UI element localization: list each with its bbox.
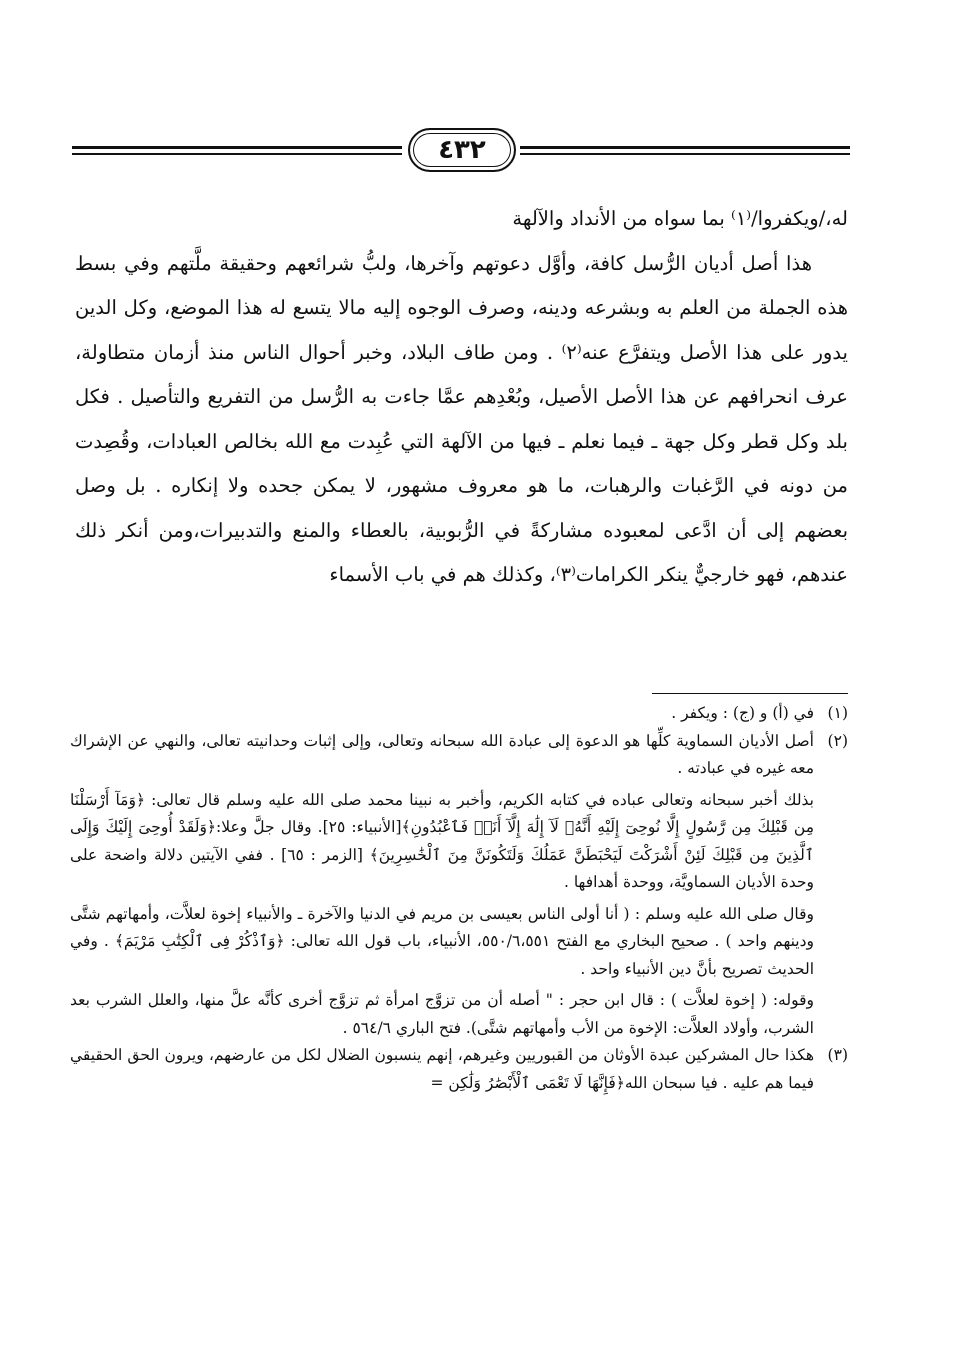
body-paragraph: له،/ويكفروا/⁽١⁾ بما سواه من الأنداد والآلهة	[512, 207, 848, 230]
body-paragraph: هذا أصل أديان الرُّسل كافة، وأوَّل دعوتهم وآخرها، ولبُّ شرائعهم وحقيقة ملَّتهم وفي بسط هذه الجملة من العلم به وبشرعه ودينه، وصرف الوجوه إليه مالا يتسع له هذا الموضع، وكل الدين يدور على هذا الأصل ويتفرَّع عنه⁽٢⁾ . ومن طاف البلاد، وخبر أحوال الناس منذ أزمان متطاولة، عرف انحرافهم عن هذا الأصل الأصيل، وبُعْدِهم عمَّا جاءت به الرُّسل من التفريع والتأصيل . فكل بلد وكل قطر وكل جهة ـ فيما نعلم ـ فيها من الآلهة التي عُبِدت مع الله بخالص العبادات، وقُصِدت من دونه في الرَّغبات والرهبات، ما هو معروف مشهور، لا يمكن جحده ولا إنكاره . بل وصل بعضهم إلى أن ادَّعى لمعبوده مشاركةً في الرُّبوبية، بالعطاء والمنع والتدبيرات،ومن أنكر ذلك عندهم، فهو خارجيٌّ ينكر الكرامات⁽٣⁾، وكذلك هم في باب الأسماء	[75, 251, 848, 586]
footnote-number: (١)	[827, 704, 848, 722]
footnote-text: وقال صلى الله عليه وسلم : ( أنا أولى الناس بعيسى بن مريم في الدنيا والآخرة ـ والأنبياء إخوة لعلاَّت، وأمهاتهم شتَّى ودينهم واحد ) . صحيح البخاري مع الفتح ٥٥٠/٦،٥٥١، الأنبياء، باب قول الله تعالى: ﴿وَٱذْكُرْ فِى ٱلْكِتَٰبِ مَرْيَمَ﴾ . وفي الحديث تصريح بأنَّ دين الأنبياء واحد .	[70, 904, 814, 978]
page-number: ٤٣٢	[408, 128, 516, 172]
footnote-text: هكذا حال المشركين عبدة الأوثان من القبوريين وغيرهم، إنهم ينسبون الضلال لكل من عارضهم، ويرون الحق الحقيقي فيما هم عليه . فيا سبحان الله﴿فَإِنَّهَا لَا تَعْمَى ٱلْأَبْصَٰرُ وَلَٰكِن =	[70, 1046, 814, 1092]
main-text	[75, 197, 848, 598]
footnote-number: (٣)	[827, 1046, 848, 1064]
footnote-number: (٢)	[827, 731, 848, 750]
header-rule-left	[72, 146, 402, 158]
footnote-text: أصل الأديان السماوية كلِّها هو الدعوة إلى عبادة الله سبحانه وتعالى، وإلى إثبات وحدانيته تعالى، والنهي عن الإشراك معه غيره في عبادته .	[70, 731, 814, 777]
footnote-1	[70, 700, 848, 728]
footnote-2	[70, 728, 848, 1043]
footnote-divider	[652, 693, 848, 694]
footnote-text: وقوله: ( إخوة لعلاَّت ) : قال ابن حجر : " أصله أن من تزوَّج امرأة ثم تزوَّج أخرى كأنَّه علَّ منها، والعلل الشرب بعد الشرب، وأولاد العلاَّت: الإخوة من الأب وأمهاتهم شتَّى). فتح الباري ٥٦٤/٦ .	[70, 991, 814, 1037]
footnote-text: بذلك أخبر سبحانه وتعالى عباده في كتابه الكريم، وأخبر به نبينا محمد صلى الله عليه وسلم قال تعالى: ﴿وَمَآ أَرْسَلْنَا مِن قَبْلِكَ مِن رَّسُولٍ إِلَّا نُوحِىٓ إِلَيْهِ أَنَّهُۥ لَآ إِلَٰهَ إِلَّآ أَنَا۠ فَٱعْبُدُونِ﴾[الأنبياء: ٢٥]. وقال جلَّ وعلا:﴿وَلَقَدْ أُوحِىَ إِلَيْكَ وَإِلَى ٱلَّذِينَ مِن قَبْلِكَ لَئِنْ أَشْرَكْتَ لَيَحْبَطَنَّ عَمَلُكَ وَلَتَكُونَنَّ مِنَ ٱلْخَٰسِرِينَ﴾ [الزمر : ٦٥] . ففي الآيتين دلالة واضحة على وحدة الأديان السماويَّة، ووحدة أهدافها .	[70, 790, 815, 891]
footnote-text: في (أ) و (ج) : ويكفر .	[671, 704, 814, 722]
page-header	[72, 118, 850, 178]
header-rule-right	[520, 146, 850, 158]
footnotes	[70, 700, 848, 1097]
footnote-3	[70, 1042, 848, 1097]
